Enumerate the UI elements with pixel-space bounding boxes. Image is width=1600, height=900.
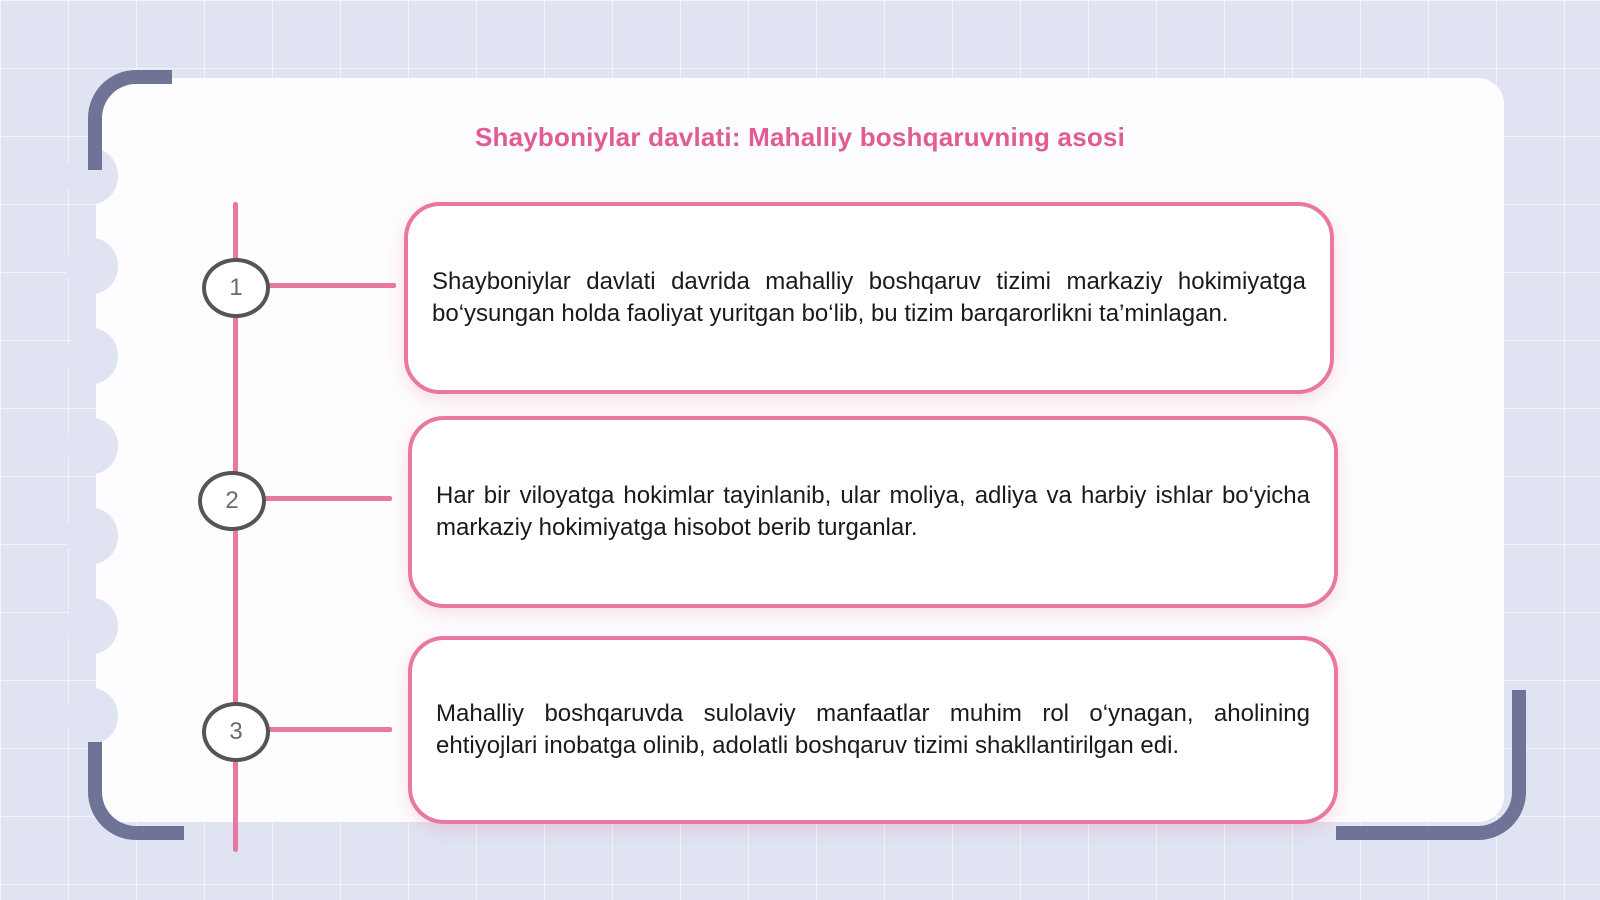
timeline-connector-2: [262, 496, 392, 501]
timeline-card-text-3: Mahalliy boshqaruvda sulolaviy manfaatlar muhim rol o‘ynagan, aholining ehtiyojlari inobatga olinib, adolatli boshqaruv tizimi shakllantirilgan edi.: [436, 700, 1310, 759]
slide-title: Shayboniylar davlati: Mahalliy boshqaruvning asosi: [474, 122, 1126, 152]
timeline-card-text-2: Har bir viloyatga hokimlar tayinlanib, ular moliya, adliya va harbiy ishlar bo‘yicha markaziy hokimiyatga hisobot berib turganlar.: [436, 482, 1310, 541]
step-number-3: 3: [202, 702, 270, 762]
timeline-card-text-1: Shayboniylar davlati davrida mahalliy boshqaruv tizimi markaziy hokimiyatga bo‘ysungan holda faoliyat yuritgan bo‘lib, bu tizim barqarorlikni ta’minlagan.: [432, 268, 1306, 327]
timeline-connector-1: [266, 283, 396, 288]
timeline-connector-3: [266, 727, 392, 732]
timeline-card-2: [408, 416, 1338, 608]
step-number-2: 2: [198, 471, 266, 531]
step-number-1: 1: [202, 258, 270, 318]
timeline-card-1: [404, 202, 1334, 394]
timeline-card-3: [408, 636, 1338, 824]
frame-corner-top-left: [88, 70, 172, 170]
frame-corner-bottom-left: [88, 742, 184, 840]
frame-corner-bottom-right: [1336, 690, 1526, 840]
